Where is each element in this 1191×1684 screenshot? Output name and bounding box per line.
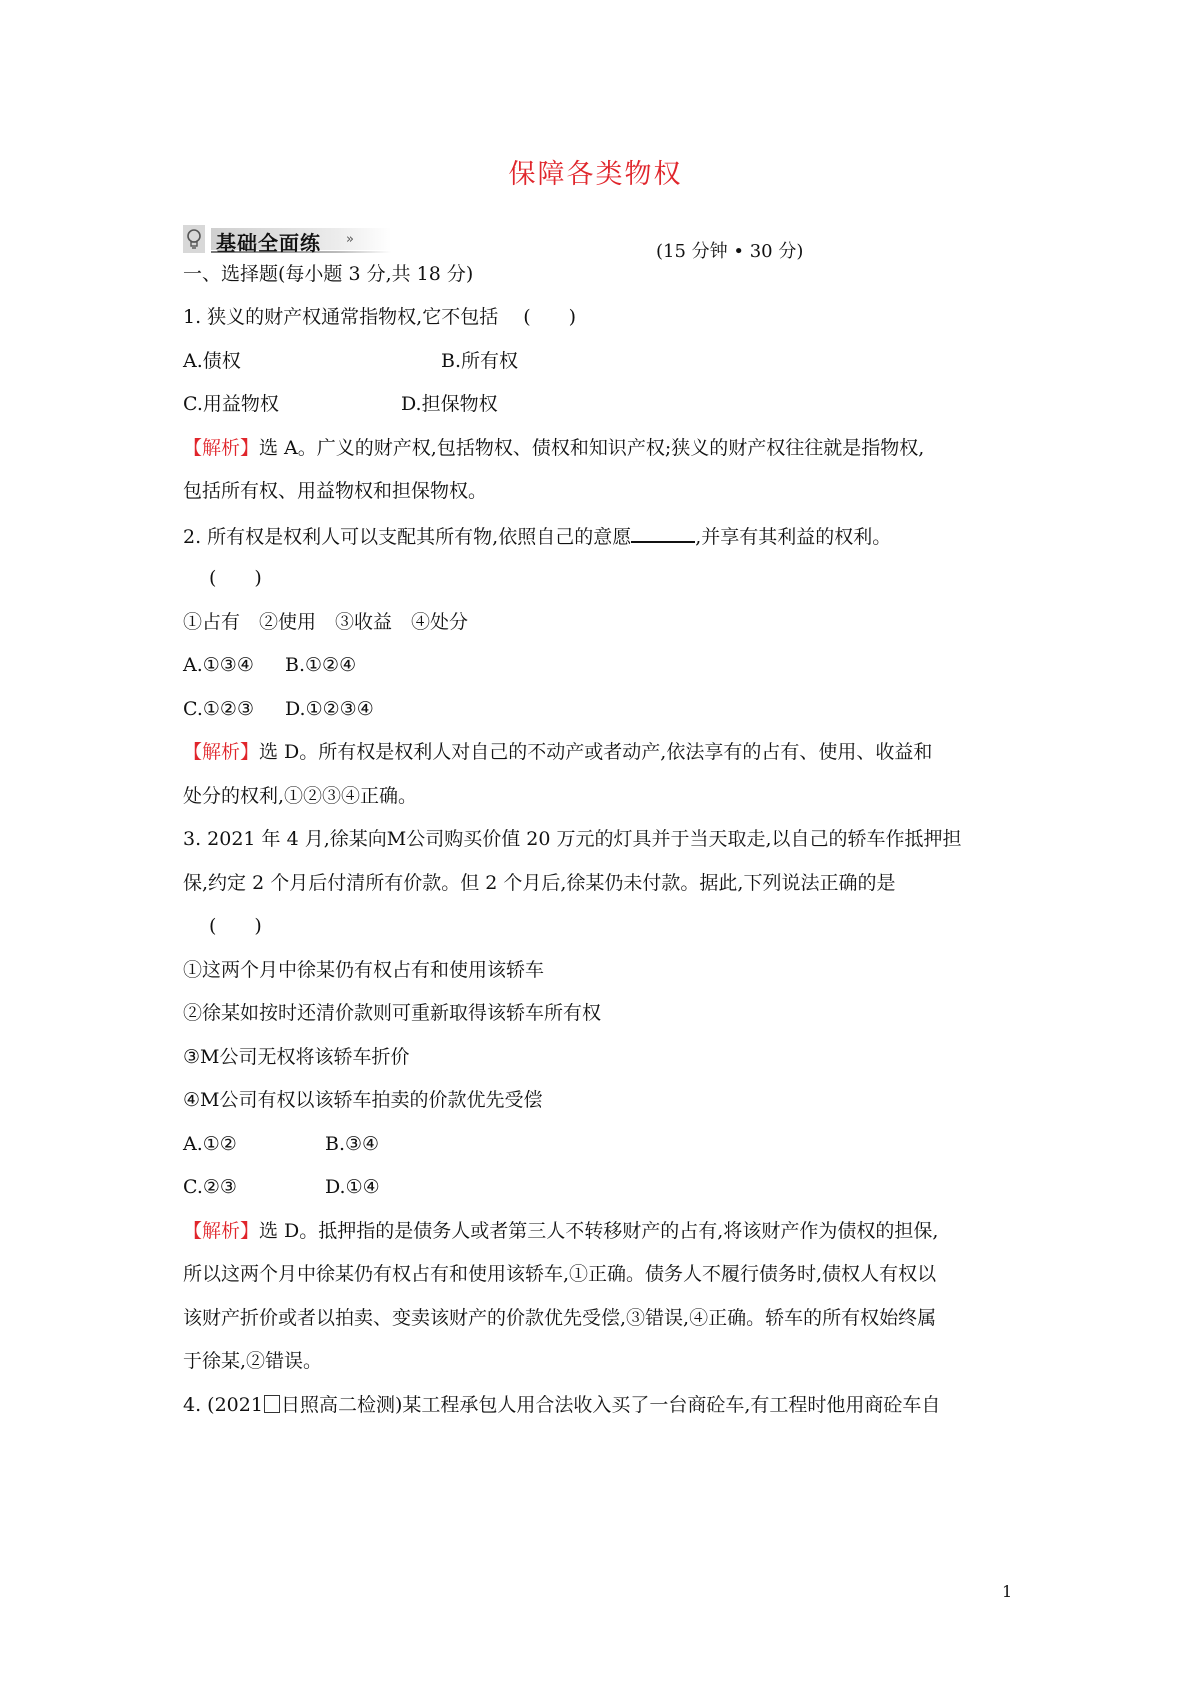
page-title: 保障各类物权: [508, 159, 683, 190]
q2-analysis-line-1: 【解析】选 D。所有权是权利人对自己的不动产或者动产,依法享有的占有、使用、收益和: [183, 741, 933, 763]
q2-option-b: B.①②④: [285, 654, 357, 676]
q3-analysis-line-4: 于徐某,②错误。: [183, 1350, 323, 1372]
fill-in-blank: [631, 523, 695, 543]
analysis-tag: 【解析】: [183, 741, 260, 763]
q3-item-1: ①这两个月中徐某仍有权占有和使用该轿车: [183, 959, 545, 981]
q3-answer-paren: ( ): [209, 915, 262, 937]
q3-option-c: C.②③: [183, 1176, 237, 1198]
q3-item-3: ③M公司无权将该轿车折价: [183, 1046, 410, 1068]
q3-option-b: B.③④: [325, 1133, 380, 1155]
q3-item-2: ②徐某如按时还清价款则可重新取得该轿车所有权: [183, 1002, 602, 1024]
q1-option-a: A.债权: [183, 350, 241, 372]
q1-option-b: B.所有权: [441, 350, 519, 372]
time-note: (15 分钟 • 30 分): [656, 241, 804, 262]
q3-stem-line-2: 保,约定 2 个月后付清所有价款。但 2 个月后,徐某仍未付款。据此,下列说法正确的是: [183, 872, 896, 894]
q3-item-4: ④M公司有权以该轿车拍卖的价款优先受偿: [183, 1089, 543, 1111]
double-chevron-icon: »: [346, 232, 354, 247]
q1-analysis-line-2: 包括所有权、用益物权和担保物权。: [183, 480, 488, 502]
q2-analysis-line-2: 处分的权利,①②③④正确。: [183, 785, 418, 807]
q1-stem: 1. 狭义的财产权通常指物权,它不包括 ( ): [183, 306, 577, 328]
q1-option-c: C.用益物权: [183, 393, 279, 415]
q1-option-d: D.担保物权: [401, 393, 498, 415]
q2-option-c: C.①②③: [183, 698, 254, 720]
q3-analysis-line-2: 所以这两个月中徐某仍有权占有和使用该轿车,①正确。债务人不履行债务时,债权人有权以: [183, 1263, 937, 1285]
q1-analysis-line-1: 【解析】选 A。广义的财产权,包括物权、债权和知识产权;狭义的财产权往往就是指物权,: [183, 437, 925, 459]
q2-stem: 2. 所有权是权利人可以支配其所有物,依照自己的意愿 ,并享有其利益的权利。: [183, 523, 891, 549]
q2-option-d: D.①②③④: [285, 698, 374, 720]
section-heading: 一、选择题(每小题 3 分,共 18 分): [183, 263, 474, 285]
q2-items: ①占有 ②使用 ③收益 ④处分: [183, 611, 469, 633]
missing-glyph-box: [264, 1395, 280, 1413]
lightbulb-icon: [183, 225, 205, 253]
analysis-tag: 【解析】: [183, 1220, 260, 1242]
banner-label: 基础全面练: [216, 231, 321, 255]
q4-stem: 4. (2021 日照高二检测)某工程承包人用合法收入买了一台商砼车,有工程时他用商砼车自: [183, 1394, 941, 1416]
q2-answer-paren: ( ): [209, 567, 262, 589]
q3-option-a: A.①②: [183, 1133, 237, 1155]
section-banner: [183, 224, 393, 256]
page-number: 1: [1002, 1582, 1013, 1601]
q2-option-a: A.①③④: [183, 654, 254, 676]
q3-stem-line-1: 3. 2021 年 4 月,徐某向M公司购买价值 20 万元的灯具并于当天取走,以自己的轿车作抵押担: [183, 828, 962, 850]
analysis-tag: 【解析】: [183, 437, 260, 459]
q3-analysis-line-1: 【解析】选 D。抵押指的是债务人或者第三人不转移财产的占有,将该财产作为债权的担保,: [183, 1220, 939, 1242]
q3-analysis-line-3: 该财产折价或者以拍卖、变卖该财产的价款优先受偿,③错误,④正确。轿车的所有权始终属: [183, 1307, 937, 1329]
q3-option-d: D.①④: [325, 1176, 380, 1198]
